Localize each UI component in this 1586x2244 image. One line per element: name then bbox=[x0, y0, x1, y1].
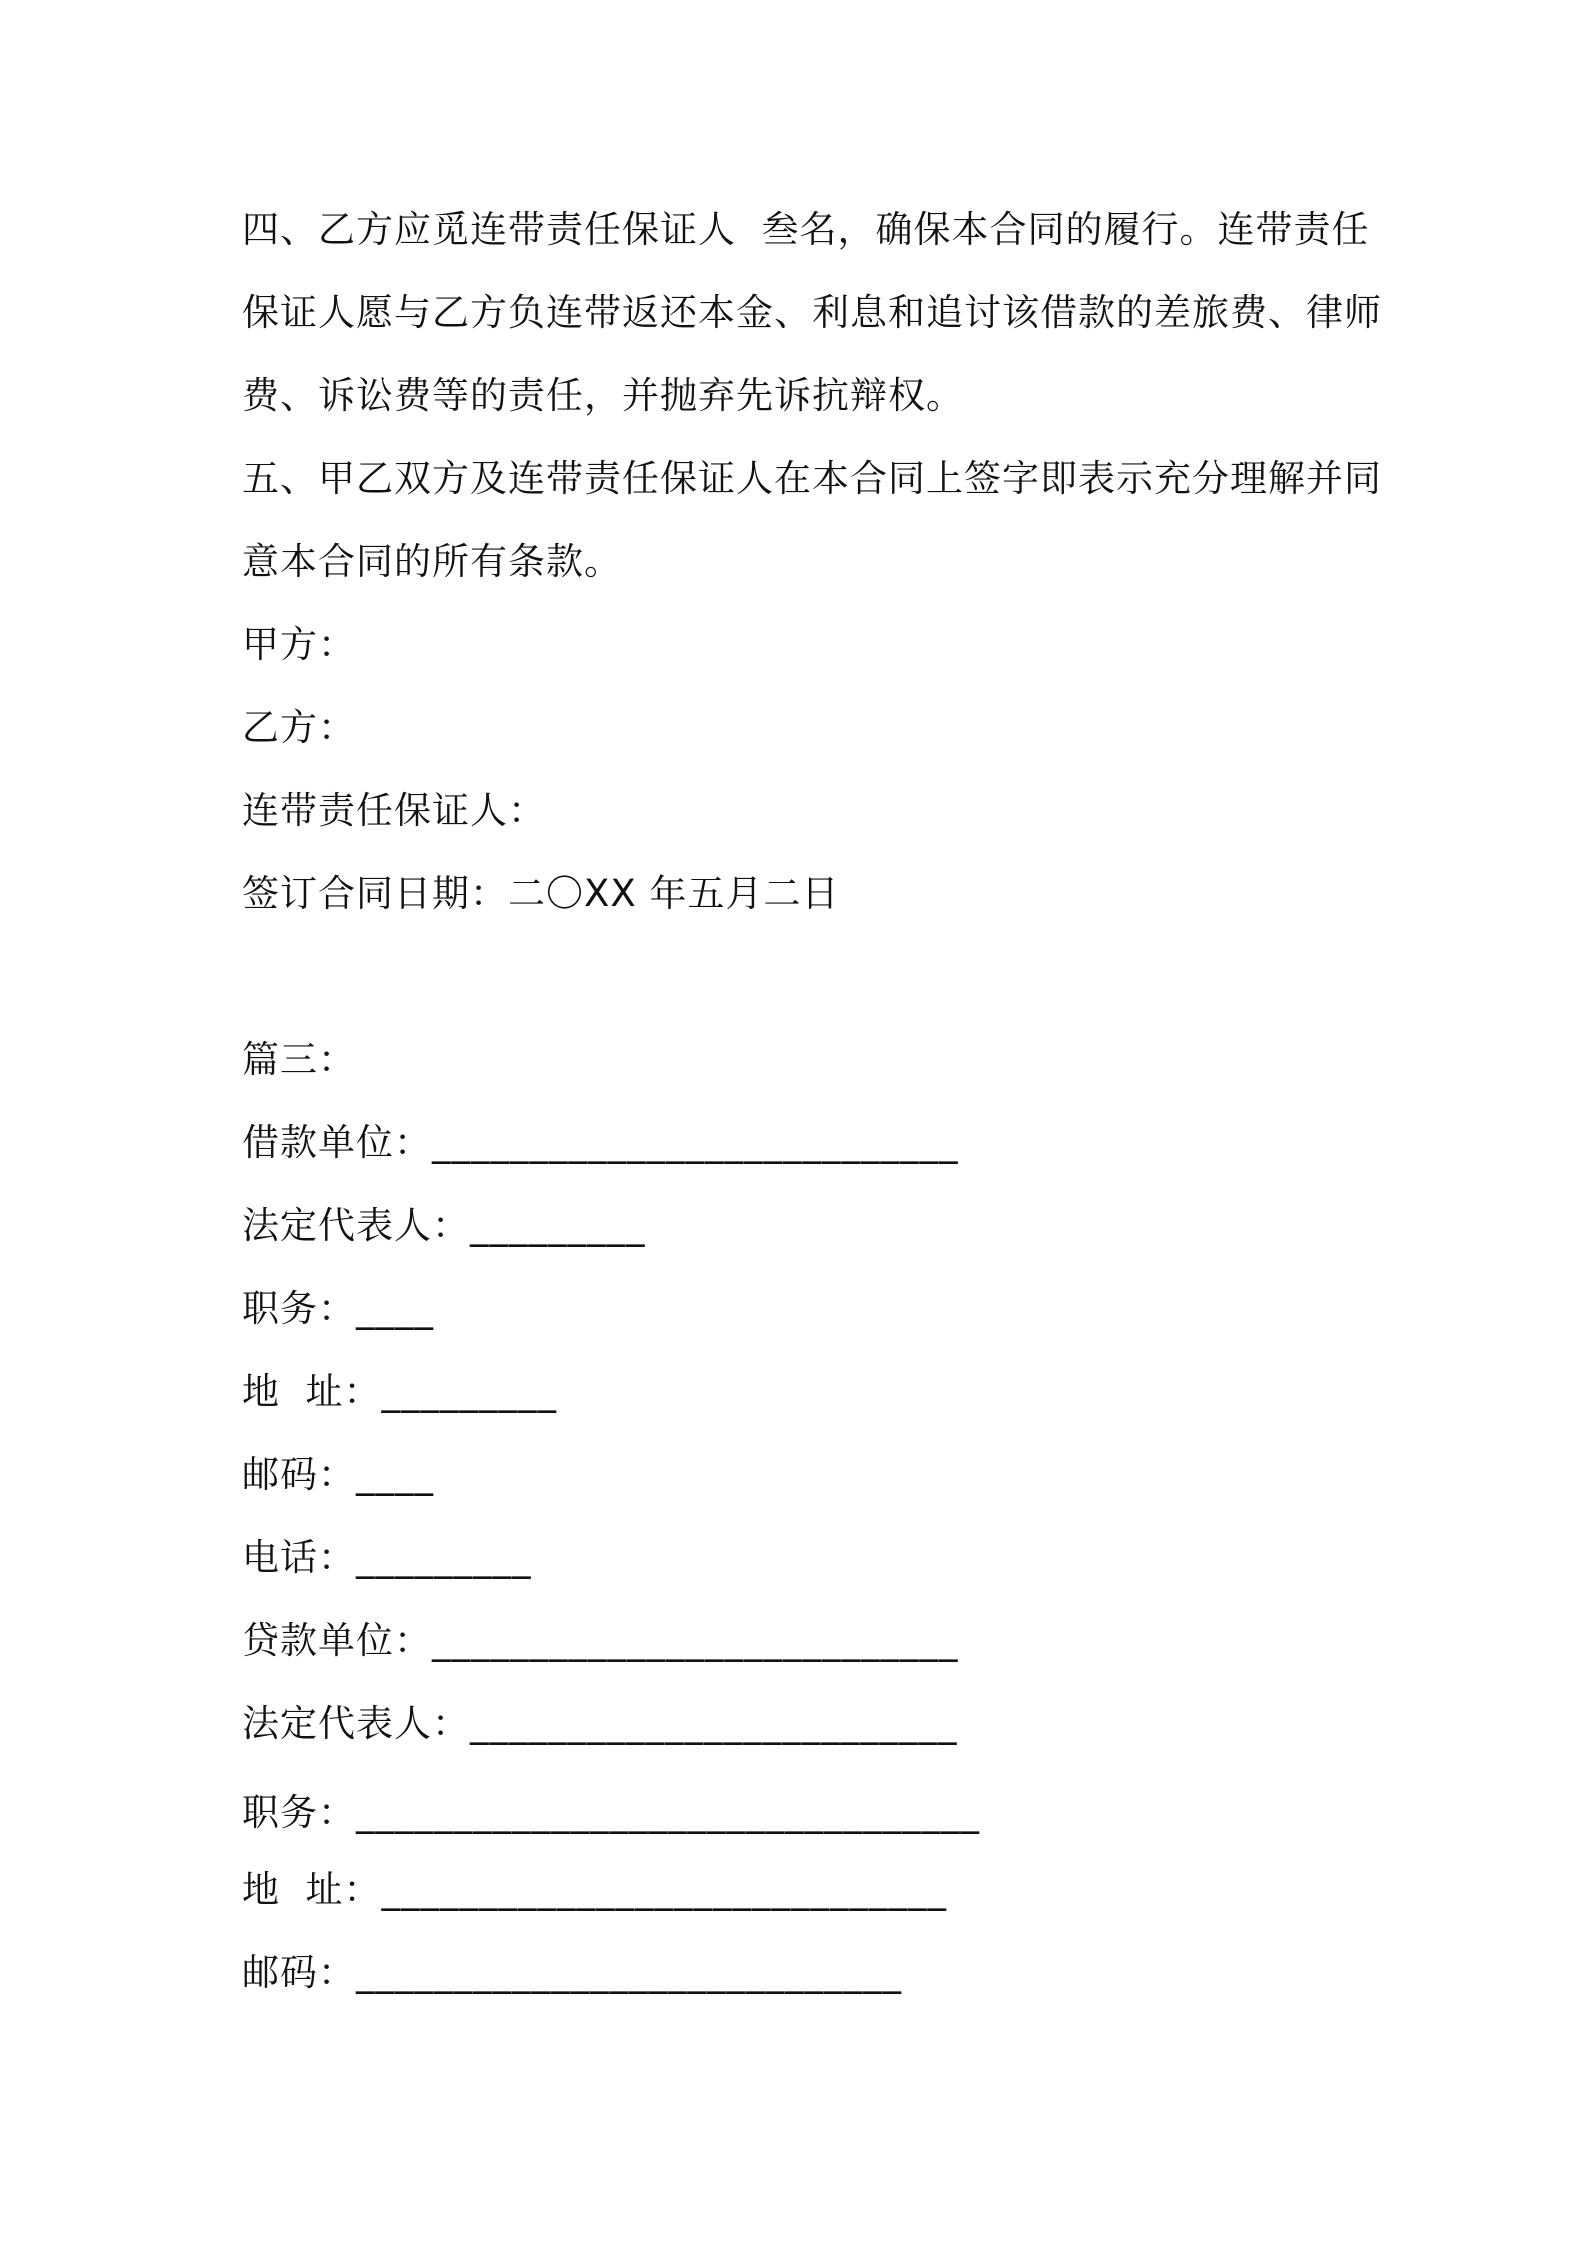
lender-unit-field: 贷款单位：___________________________ bbox=[242, 1619, 959, 1662]
borrower-position-field: 职务：____ bbox=[242, 1287, 434, 1330]
clause-4-line-3: 费、诉讼费等的责任，并抛弃先诉抗辩权。 bbox=[242, 374, 964, 417]
section-3-heading: 篇三： bbox=[242, 1038, 356, 1081]
borrower-postcode-field: 邮码：____ bbox=[242, 1453, 434, 1496]
clause-5-line-1: 五、甲乙双方及连带责任保证人在本合同上签字即表示充分理解并同 bbox=[242, 457, 1382, 500]
clause-4-line-1: 四、乙方应觅连带责任保证人 叁名，确保本合同的履行。连带责任 bbox=[242, 208, 1370, 251]
party-a-label: 甲方： bbox=[242, 623, 356, 666]
party-b-label: 乙方： bbox=[242, 706, 356, 749]
sign-date: 签订合同日期：二〇XX 年五月二日 bbox=[242, 872, 840, 915]
borrower-phone-field: 电话：_________ bbox=[242, 1536, 532, 1579]
borrower-legal-rep-field: 法定代表人：_________ bbox=[242, 1204, 646, 1247]
guarantor-label: 连带责任保证人： bbox=[242, 789, 546, 832]
lender-address-field: 地 址：_____________________________ bbox=[242, 1868, 948, 1911]
borrower-address-field: 地 址：_________ bbox=[242, 1370, 558, 1413]
lender-postcode-field: 邮码：____________________________ bbox=[242, 1951, 902, 1994]
clause-5-line-2: 意本合同的所有条款。 bbox=[242, 540, 622, 583]
borrower-unit-field: 借款单位：___________________________ bbox=[242, 1121, 959, 1164]
clause-4-line-2: 保证人愿与乙方负连带返还本金、利息和追讨该借款的差旅费、律师 bbox=[242, 291, 1382, 334]
lender-position-field: 职务：________________________________ bbox=[242, 1791, 980, 1834]
lender-legal-rep-field: 法定代表人：_________________________ bbox=[242, 1702, 958, 1745]
